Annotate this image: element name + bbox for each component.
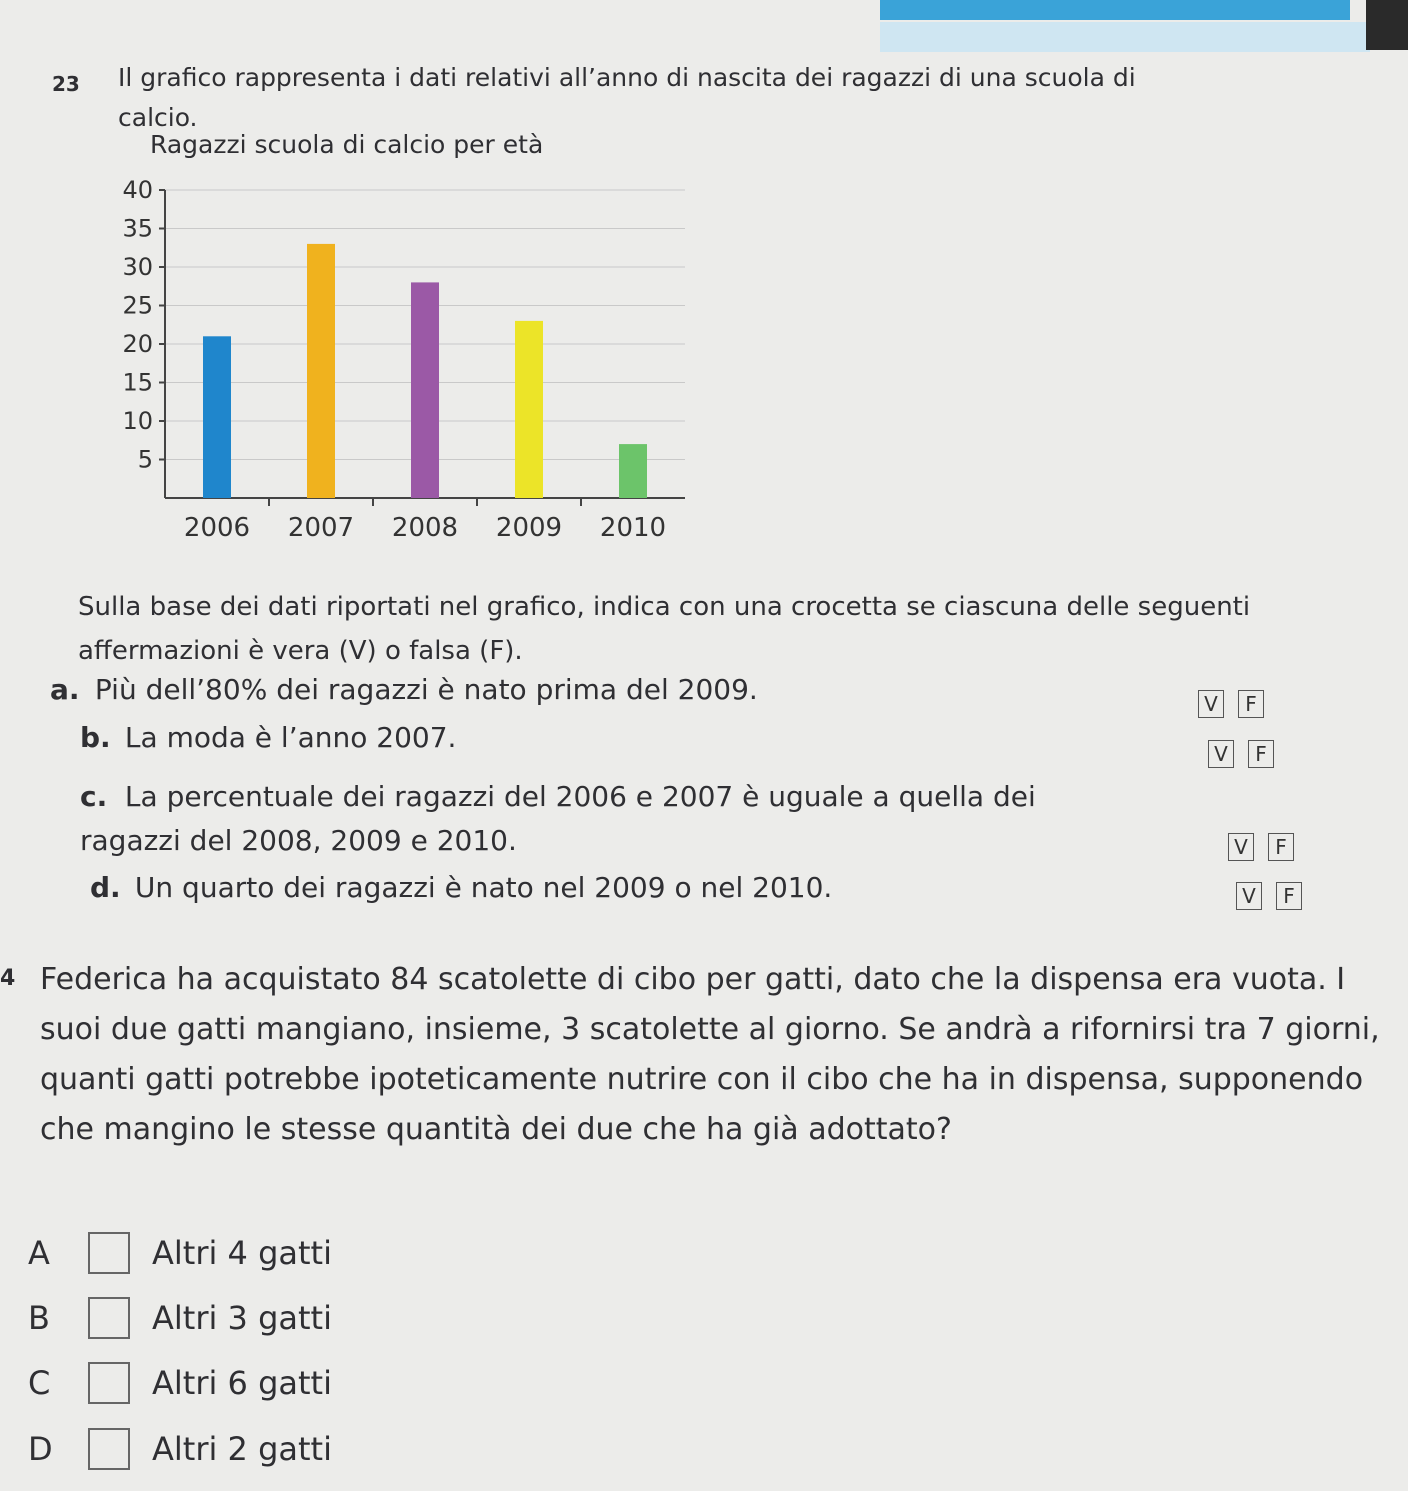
option-a[interactable] xyxy=(28,1232,332,1274)
exercise-intro: Il grafico rappresenta i dati relativi all’anno di nascita dei ragazzi di una scuola di calcio. xyxy=(118,63,1136,132)
option-letter: A xyxy=(28,1234,50,1272)
option-letter: D xyxy=(28,1430,53,1468)
chart-title: Ragazzi scuola di calcio per età xyxy=(150,130,544,159)
exercise-marker: 4 xyxy=(0,966,16,991)
false-checkbox[interactable]: F xyxy=(1238,690,1264,718)
header-band-light xyxy=(880,22,1370,52)
y-tick-label: 10 xyxy=(122,407,153,435)
x-tick-label: 2010 xyxy=(599,513,667,543)
statement-b xyxy=(80,716,456,760)
option-text: Altri 2 gatti xyxy=(152,1430,332,1468)
y-tick-label: 35 xyxy=(122,214,153,243)
bar-chart xyxy=(95,180,695,560)
bar-2006 xyxy=(203,336,231,498)
true-checkbox[interactable]: V xyxy=(1208,740,1234,768)
vf-choice-b xyxy=(1208,740,1274,768)
option-letter: B xyxy=(28,1299,50,1337)
option-text: Altri 6 gatti xyxy=(152,1364,332,1402)
y-tick-label: 30 xyxy=(122,253,153,281)
statement-letter: d. xyxy=(90,871,121,904)
exercise-number: 23 xyxy=(52,72,80,96)
header-band xyxy=(880,0,1350,20)
bar-2009 xyxy=(515,321,543,498)
statement-text: Un quarto dei ragazzi è nato nel 2009 o nel 2010. xyxy=(134,871,833,904)
statement-letter: c. xyxy=(80,780,108,813)
statement-letter: b. xyxy=(80,721,111,754)
y-tick-label: 25 xyxy=(122,291,153,320)
exercise-text: Federica ha acquistato 84 scatolette di cibo per gatti, dato che la dispensa era vuota. I suoi due gatti mangiano, insieme, 3 scatolette al giorno. Se andrà a rifornirsi tra 7 giorni, quanti gatti potrebbe ipoteticamente nutrire con il cibo che ha in dispensa, supponendo che mangino le stesse quantità dei due che ha già adottato? xyxy=(40,962,1380,1147)
bar-2007 xyxy=(307,244,335,498)
statement-a xyxy=(50,668,758,712)
option-b[interactable] xyxy=(28,1297,332,1339)
x-tick-label: 2008 xyxy=(391,513,459,543)
vf-choice-d xyxy=(1236,882,1302,910)
option-letter: C xyxy=(28,1364,51,1402)
y-tick-label: 15 xyxy=(122,368,153,397)
page-corner xyxy=(1366,0,1408,50)
option-text: Altri 4 gatti xyxy=(152,1234,332,1272)
option-text: Altri 3 gatti xyxy=(152,1299,332,1337)
x-tick-label: 2006 xyxy=(183,513,251,543)
option-c[interactable] xyxy=(28,1362,332,1404)
statement-c xyxy=(80,775,1060,863)
statement-text: Più dell’80% dei ragazzi è nato prima del 2009. xyxy=(94,673,758,706)
bar-2008 xyxy=(411,282,439,498)
x-tick-label: 2007 xyxy=(287,513,355,543)
instructions: Sulla base dei dati riportati nel grafico, indica con una crocetta se ciascuna delle seguenti affermazioni è vera (V) o falsa (F). xyxy=(78,592,1251,666)
true-checkbox[interactable]: V xyxy=(1198,690,1224,718)
false-checkbox[interactable]: F xyxy=(1276,882,1302,910)
option-checkbox[interactable] xyxy=(88,1297,130,1339)
option-checkbox[interactable] xyxy=(88,1428,130,1470)
option-d[interactable] xyxy=(28,1428,332,1470)
false-checkbox[interactable]: F xyxy=(1248,740,1274,768)
option-checkbox[interactable] xyxy=(88,1362,130,1404)
x-tick-label: 2009 xyxy=(495,513,563,543)
y-tick-label: 40 xyxy=(122,180,153,204)
true-checkbox[interactable]: V xyxy=(1236,882,1262,910)
vf-choice-a xyxy=(1198,690,1264,718)
y-tick-label: 5 xyxy=(137,445,153,474)
statement-d xyxy=(90,866,832,910)
y-tick-label: 20 xyxy=(122,330,153,358)
statement-letter: a. xyxy=(50,673,80,706)
true-checkbox[interactable]: V xyxy=(1228,833,1254,861)
vf-choice-c xyxy=(1228,833,1294,861)
false-checkbox[interactable]: F xyxy=(1268,833,1294,861)
statement-text: La moda è l’anno 2007. xyxy=(124,721,457,754)
option-checkbox[interactable] xyxy=(88,1232,130,1274)
statement-text: La percentuale dei ragazzi del 2006 e 2007 è uguale a quella dei ragazzi del 2008, 2009 e 2010. xyxy=(80,780,1036,857)
bar-2010 xyxy=(619,444,647,498)
